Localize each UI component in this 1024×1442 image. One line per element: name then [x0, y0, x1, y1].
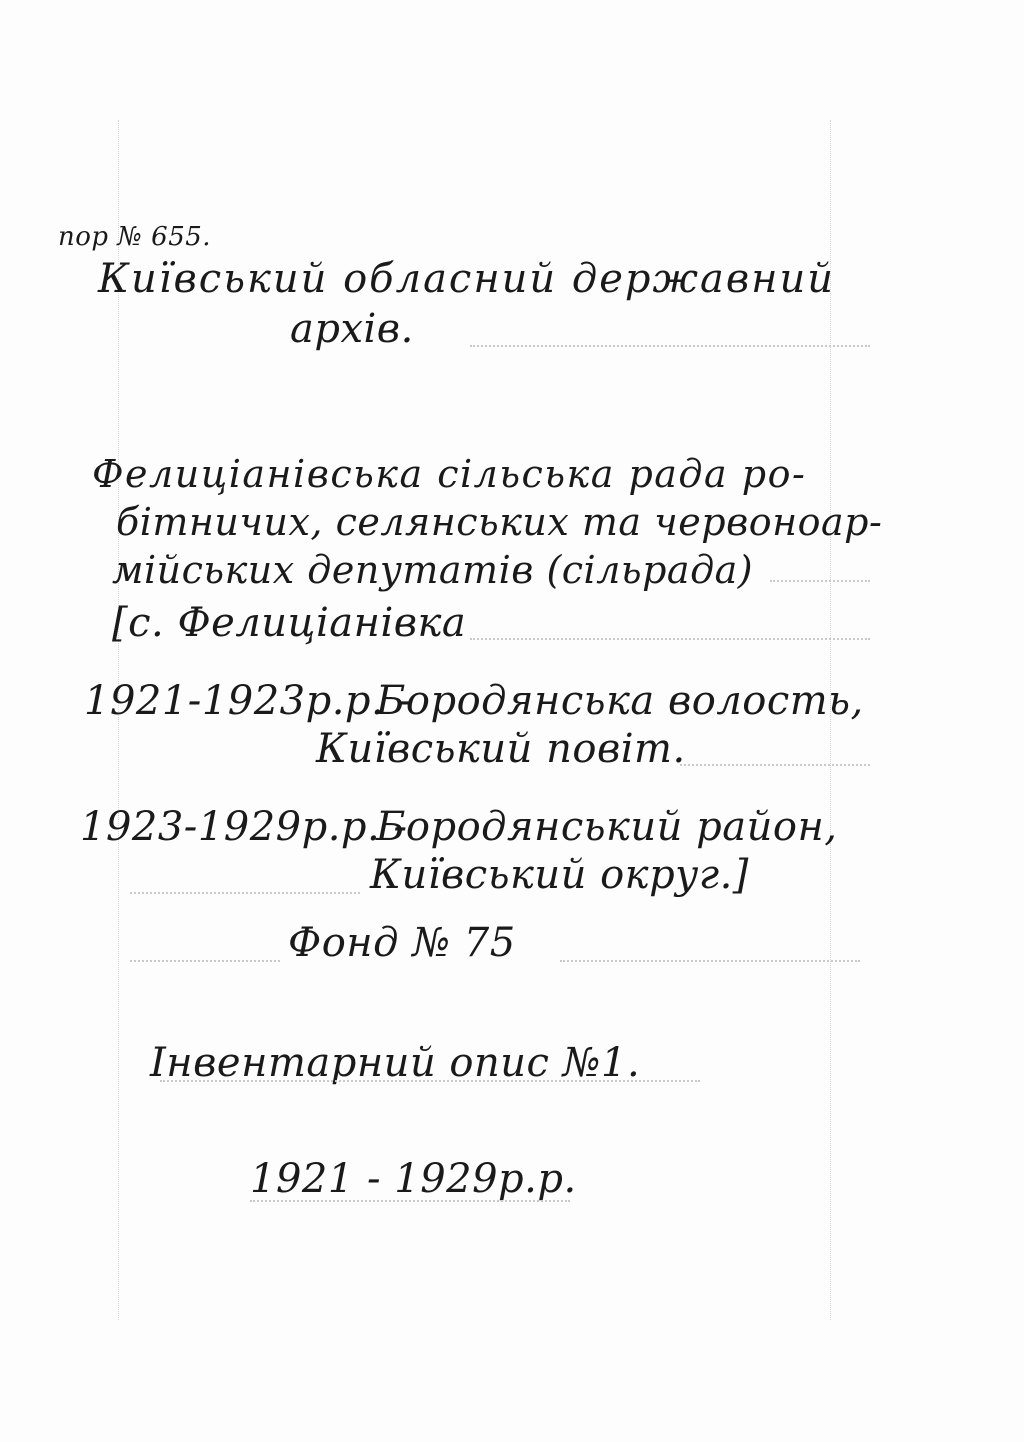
archive-name-line-2: архів. [290, 306, 414, 352]
underline-dots [250, 1200, 570, 1202]
village-name: [с. Фелиціанівка [112, 600, 467, 646]
period-1-district: Київський повіт. [316, 726, 686, 772]
reference-number: пор № 655. [58, 222, 212, 252]
period-1-dates: 1921-1923р.р. - [84, 678, 412, 724]
period-1-volost: Бородянська волость, [376, 678, 864, 724]
years-covered: 1921 - 1929р.р. [250, 1156, 577, 1202]
underline-dots [160, 1080, 700, 1082]
period-2-raion: Бородянський район, [376, 804, 838, 850]
underline-dots [130, 892, 360, 894]
underline-dots [770, 580, 870, 582]
period-2-okrug: Київський округ.] [370, 852, 749, 898]
underline-dots [130, 960, 280, 962]
period-2-dates: 1923-1929р.р. - [80, 804, 408, 850]
inventory-title: Інвентарний опис №1. [150, 1040, 641, 1086]
fond-number: Фонд № 75 [288, 920, 516, 966]
underline-dots [560, 960, 860, 962]
council-title-line-1: Фелиціанівська сільська рада ро- [92, 452, 807, 496]
underline-dots [470, 345, 870, 347]
council-title-line-2: бітничих, селянських та червоноар- [116, 500, 883, 544]
archive-name-line-1: Київський обласний державний [98, 256, 835, 302]
council-title-line-3: мійських депутатів (сільрада) [112, 548, 754, 592]
underline-dots [680, 764, 870, 766]
underline-dots [470, 638, 870, 640]
